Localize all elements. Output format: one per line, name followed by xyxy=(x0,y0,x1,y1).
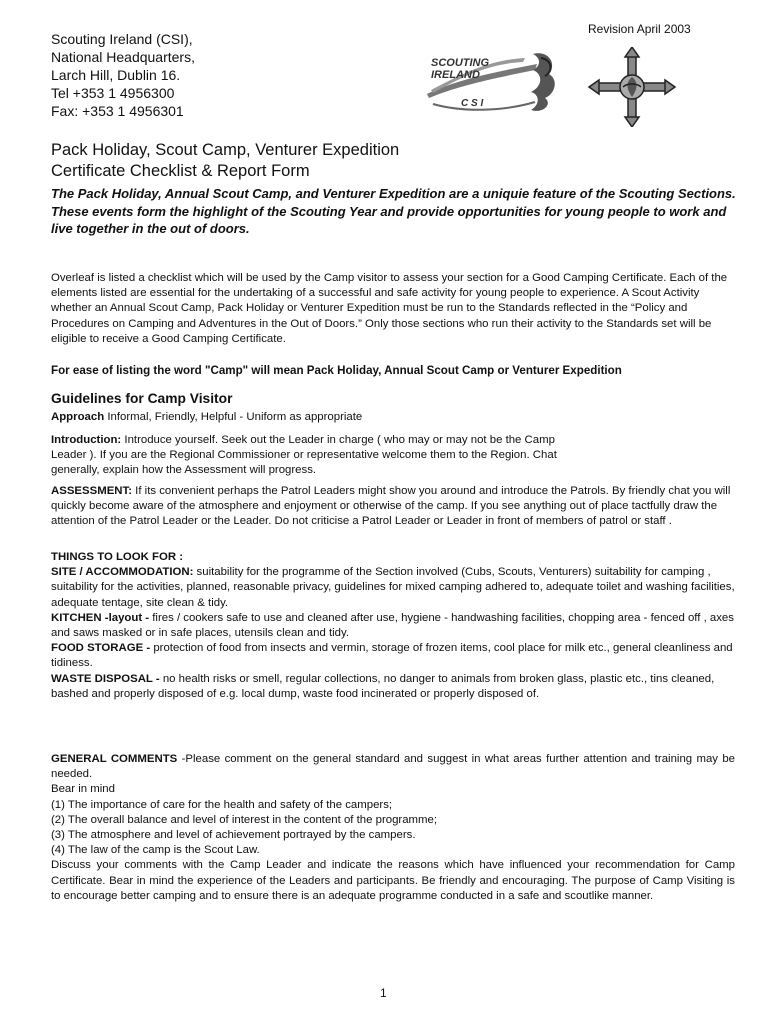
site-text: suitability for the programme of the Section involved (Cubs, Scouts, Venturers) suitability for camping , suitability for the activities, planned, reasonable privacy, guidelines for mixed camping adhered to, adequate toilet and washing facilities, adequate tentage, site clean & tidy. xyxy=(51,566,735,609)
waste-disposal-text: no health risks or smell, regular collections, no danger to animals from broken glass, plastic etc., tins cleaned, bashed and properly disposed of e.g. local dump, waste food incinerated or properly disposed of. xyxy=(51,672,715,700)
guidelines-heading: Guidelines for Camp Visitor xyxy=(51,391,233,406)
general-comments-text: -Please comment on the general standard and suggest in what areas further attention and training may be needed. xyxy=(51,753,735,781)
logo-text: C S I xyxy=(461,98,484,109)
camp-definition-note: For ease of listing the word "Camp" will mean Pack Holiday, Annual Scout Camp or Venturer Expedition xyxy=(51,364,622,377)
things-heading: THINGS TO LOOK FOR : xyxy=(51,551,184,563)
approach-text: Informal, Friendly, Helpful - Uniform as appropriate xyxy=(104,411,363,423)
point-item: (4) The law of the camp is the Scout Law. xyxy=(51,844,260,857)
scout-crest-icon xyxy=(587,47,677,127)
bear-in-mind: Bear in mind xyxy=(51,783,115,796)
closing-paragraph: Discuss your comments with the Camp Leader and indicate the reasons which have influenced your recommendation for Camp Certificate. Bear in mind the experience of the Leaders and participants. Be friendly and encouraging. The purpose of Camp Visiting is to encourage better camping and to ensure there is an adequate programme conducted in a safe and scoutlike manner. xyxy=(51,859,735,902)
address-line: National Headquarters, xyxy=(51,49,195,65)
things-to-look-for xyxy=(51,550,735,702)
kitchen-text: fires / cookers safe to use and cleaned after use, hygiene - handwashing facilities, chopping area - fenced off , axes and saws masked or in safe places, utensils clean and tidy. xyxy=(51,611,734,640)
address-line: Fax: +353 1 4956301 xyxy=(51,103,184,119)
logo-text: SCOUTING xyxy=(431,57,490,69)
address-line: Scouting Ireland (CSI), xyxy=(51,31,193,47)
point-item: (3) The atmosphere and level of achievement portrayed by the campers. xyxy=(51,829,416,842)
title-line-2: Certificate Checklist & Report Form xyxy=(51,162,310,180)
introduction-text: Leader ). If you are the Regional Commissioner or representative welcome them to the Region. Chat xyxy=(51,449,557,462)
introduction-text: Introduce yourself. Seek out the Leader in charge ( who may or may not be the Camp xyxy=(121,434,555,446)
address-line: Larch Hill, Dublin 16. xyxy=(51,67,181,83)
logo-text: IRELAND xyxy=(431,69,480,81)
approach-line xyxy=(51,410,735,425)
kitchen-label: KITCHEN -layout - xyxy=(51,611,150,624)
assessment-label: ASSESSMENT: xyxy=(51,485,133,497)
overleaf-paragraph: Overleaf is listed a checklist which will be used by the Camp visitor to assess your section for a Good Camping Certificate. Each of the elements listed are essential for the undertaking of a successful and safe activity for young people to experience. A Scout Activity whether an Annual Scout Camp, Pack Holiday or Venturer Expedition must be run to the Standards reflected in the “Policy and Procedures on Camping and Adventures in the Out of Doors.” Only those sections who run their activity to the Standards set will be eligible to receive a Good Camping Certificate. xyxy=(51,272,728,345)
revision-date: Revision April 2003 xyxy=(588,22,691,36)
address-line: Tel +353 1 4956300 xyxy=(51,85,175,101)
hq-address xyxy=(51,30,195,120)
scouting-ireland-logo xyxy=(425,50,565,120)
food-storage-text: protection of food from insects and vermin, storage of frozen items, cool place for milk etc., general cleanliness and tidiness. xyxy=(51,642,733,670)
assessment-text: If its convenient perhaps the Patrol Leaders might show you around and introduce the Patrols. By friendly chat you will quickly become aware of the atmosphere and enjoyment or otherwise of the camp. If you see anything out of place tactfully draw the attention of the Patrol Leader or the Leader. Do not criticise a Patrol Leader or Leader in front of members of patrol or staff . xyxy=(51,485,731,528)
food-storage-label: FOOD STORAGE - xyxy=(51,642,151,655)
point-item: (2) The overall balance and level of interest in the content of the programme; xyxy=(51,813,438,826)
point-item: (1) The importance of care for the health and safety of the campers; xyxy=(51,798,393,811)
introduction-text: generally, explain how the Assessment will progress. xyxy=(51,464,317,477)
introduction-label: Introduction: xyxy=(51,434,122,446)
general-comments-section xyxy=(51,752,735,904)
waste-disposal-label: WASTE DISPOSAL - xyxy=(51,672,160,685)
intro-statement: The Pack Holiday, Annual Scout Camp, and Venturer Expedition are a uniquie feature of the Scouting Sections. These events form the highlight of the Scouting Year and provide opportunities for young people to work and live together in the out of doors. xyxy=(51,186,736,236)
form-title xyxy=(51,140,731,182)
page-number: 1 xyxy=(380,986,387,1000)
introduction-paragraph xyxy=(51,433,735,479)
assessment-paragraph xyxy=(51,484,735,530)
title-line-1: Pack Holiday, Scout Camp, Venturer Expedition xyxy=(51,141,400,159)
approach-label: Approach xyxy=(51,411,105,423)
site-label: SITE / ACCOMMODATION: xyxy=(51,566,194,579)
general-comments-label: GENERAL COMMENTS xyxy=(51,753,178,765)
